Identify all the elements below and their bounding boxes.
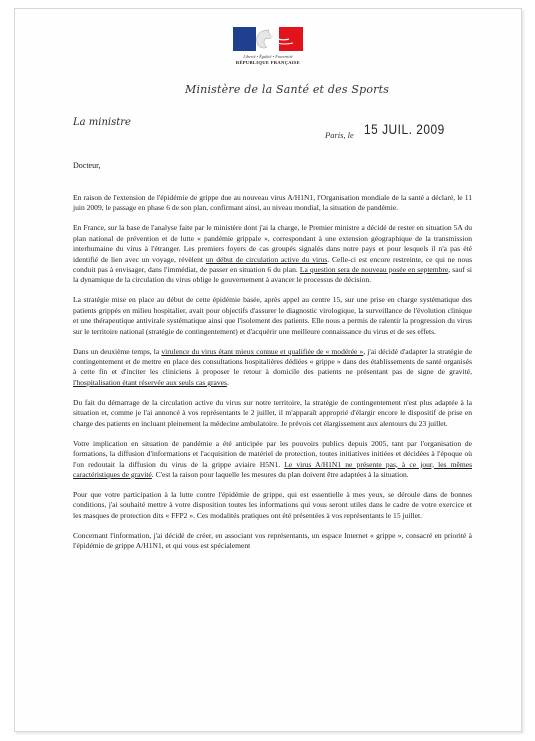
paragraph-4: [73, 347, 472, 389]
paragraph-4-text: .: [226, 377, 229, 387]
republic-name: RÉPUBLIQUE FRANÇAISE: [235, 60, 301, 65]
paragraph-6-text: . C'est la raison pour laquelle les mesures du plan doivent être adaptées à la situation.: [151, 469, 409, 479]
paragraph-4-text: , j'ai décidé d'adapter la stratégie de contingentement et de mettre en place des consultations hospitalières dédiées « grippe » dans des établissements de santé organisés à cette fin et d'inciter les cliniciens à proposer le retour à domicile des patients ne présentant pas de signe de gravité,: [73, 346, 472, 377]
paragraph-2-text: . Celle-ci est encore restreinte, ce qui ne nous conduit pas à envisager, dans l'immédiat, de passer en situation 6 du plan.: [73, 254, 473, 275]
underlined-phrase: virulence du virus étant mieux connue et qualifiée de « modérée »: [161, 346, 364, 356]
marianne-logo: [233, 27, 303, 71]
underlined-phrase: Le virus A/H1N1 ne présente pas, à ce jour, les mêmes caractéristiques de gravité: [73, 459, 473, 479]
underlined-phrase: un début de circulation active du virus: [205, 254, 328, 264]
paragraph-2-text: , sauf si la dynamique de la circulation du virus oblige le gouvernement à avancer le processus de décision.: [73, 265, 472, 285]
flag-icon: [233, 27, 303, 51]
salutation: Docteur,: [73, 161, 101, 170]
underlined-phrase: La question sera de nouveau posée en septembre: [299, 265, 449, 275]
letter-page: [14, 8, 522, 732]
paragraph-2: [73, 223, 472, 285]
paragraph-7: Pour que votre participation à la lutte contre l'épidémie de grippe, qui est essentielle à mes yeux, se déroule dans de bonnes conditions, j'ai souhaité mettre à votre disposition toutes les informations qui vous seront utiles dans le cadre de votre exercice et les masques de protection dits « FFP2 ». Ces modalités pratiques ont été présentées à vos représentants le 15 juillet.: [73, 489, 472, 520]
paragraph-8: Concernant l'information, j'ai décidé de créer, en associant vos représentants, un espace Internet « grippe », consacré en priorité à l'épidémie de grippe A/H1N1, et qui vous est spécialement: [73, 530, 472, 551]
sender-title: La ministre: [73, 117, 131, 128]
paragraph-5: Du fait du démarrage de la circulation active du virus sur notre territoire, la stratégie de contingentement n'est plus adaptée à la situation et, comme je l'ai annoncé à vos représentants le 2 juillet, il m'apparaît approprié d'élargir encore le dispositif de prise en charge des patients en incluant pleinement la médecine ambulatoire. Je prévois cet élargissement aux alentours du 23 juillet.: [73, 397, 472, 428]
ministry-name: Ministère de la Santé et des Sports: [185, 83, 390, 96]
republic-motto: Liberté • Égalité • Fraternité: [243, 54, 293, 59]
paragraph-3: La stratégie mise en place au début de cette épidémie basée, après appel au centre 15, sur une prise en charge systématique des patients grippés en milieu hospitalier, avait pour objectifs d'assurer le diagnostic virologique, la surveillance de l'évolution clinique et une thérapeutique antivirale systématique ainsi que l'isolement des patients. Elle nous a permis de ralentir la progression du virus sur le territoire national (stratégie de contingentement) et d'acquérir une meilleure connaissance du virus et de ses effets.: [73, 295, 472, 336]
paragraph-6-text: Votre implication en situation de pandémie a été anticipée par les pouvoirs publics depuis 2005, tant par l'organisation de formations, la diffusion d'informations et l'acquisition de matériel de protection, toutes initiatives initiées et décidées à l'époque où l'on redoutait la diffusion du virus de la grippe aviaire H5N1.: [73, 438, 472, 469]
paragraph-4-text: Dans un deuxième temps, la: [73, 346, 162, 356]
paragraph-2-text: En France, sur la base de l'analyse faite par le ministère dont j'ai la charge, le Premier ministre a décidé de rester en situation 5A du plan national de prévention et de lutte « pandémie grippale », correspondant à une extension géographique de la transmission interhumaine du virus à l'étranger. Les premiers foyers de cas groupés signalés dans notre pays et pour lesquels il n'a pas été identifié de lien avec un voyage, révèlent: [73, 223, 472, 264]
letter-body: [73, 193, 472, 561]
paragraph-6: [73, 439, 472, 481]
letter-place: Paris, le: [325, 130, 354, 140]
underlined-phrase: l'hospitalisation étant réservée aux seuls cas graves: [73, 377, 227, 387]
letter-date-stamp: 15 JUIL. 2009: [364, 121, 445, 137]
paragraph-1: En raison de l'extension de l'épidémie de grippe due au nouveau virus A/H1N1, l'Organisation mondiale de la santé a déclaré, le 11 juin 2009, le passage en phase 6 de son plan, confirmant ainsi, au niveau mondial, la situation de pandémie.: [73, 193, 472, 213]
